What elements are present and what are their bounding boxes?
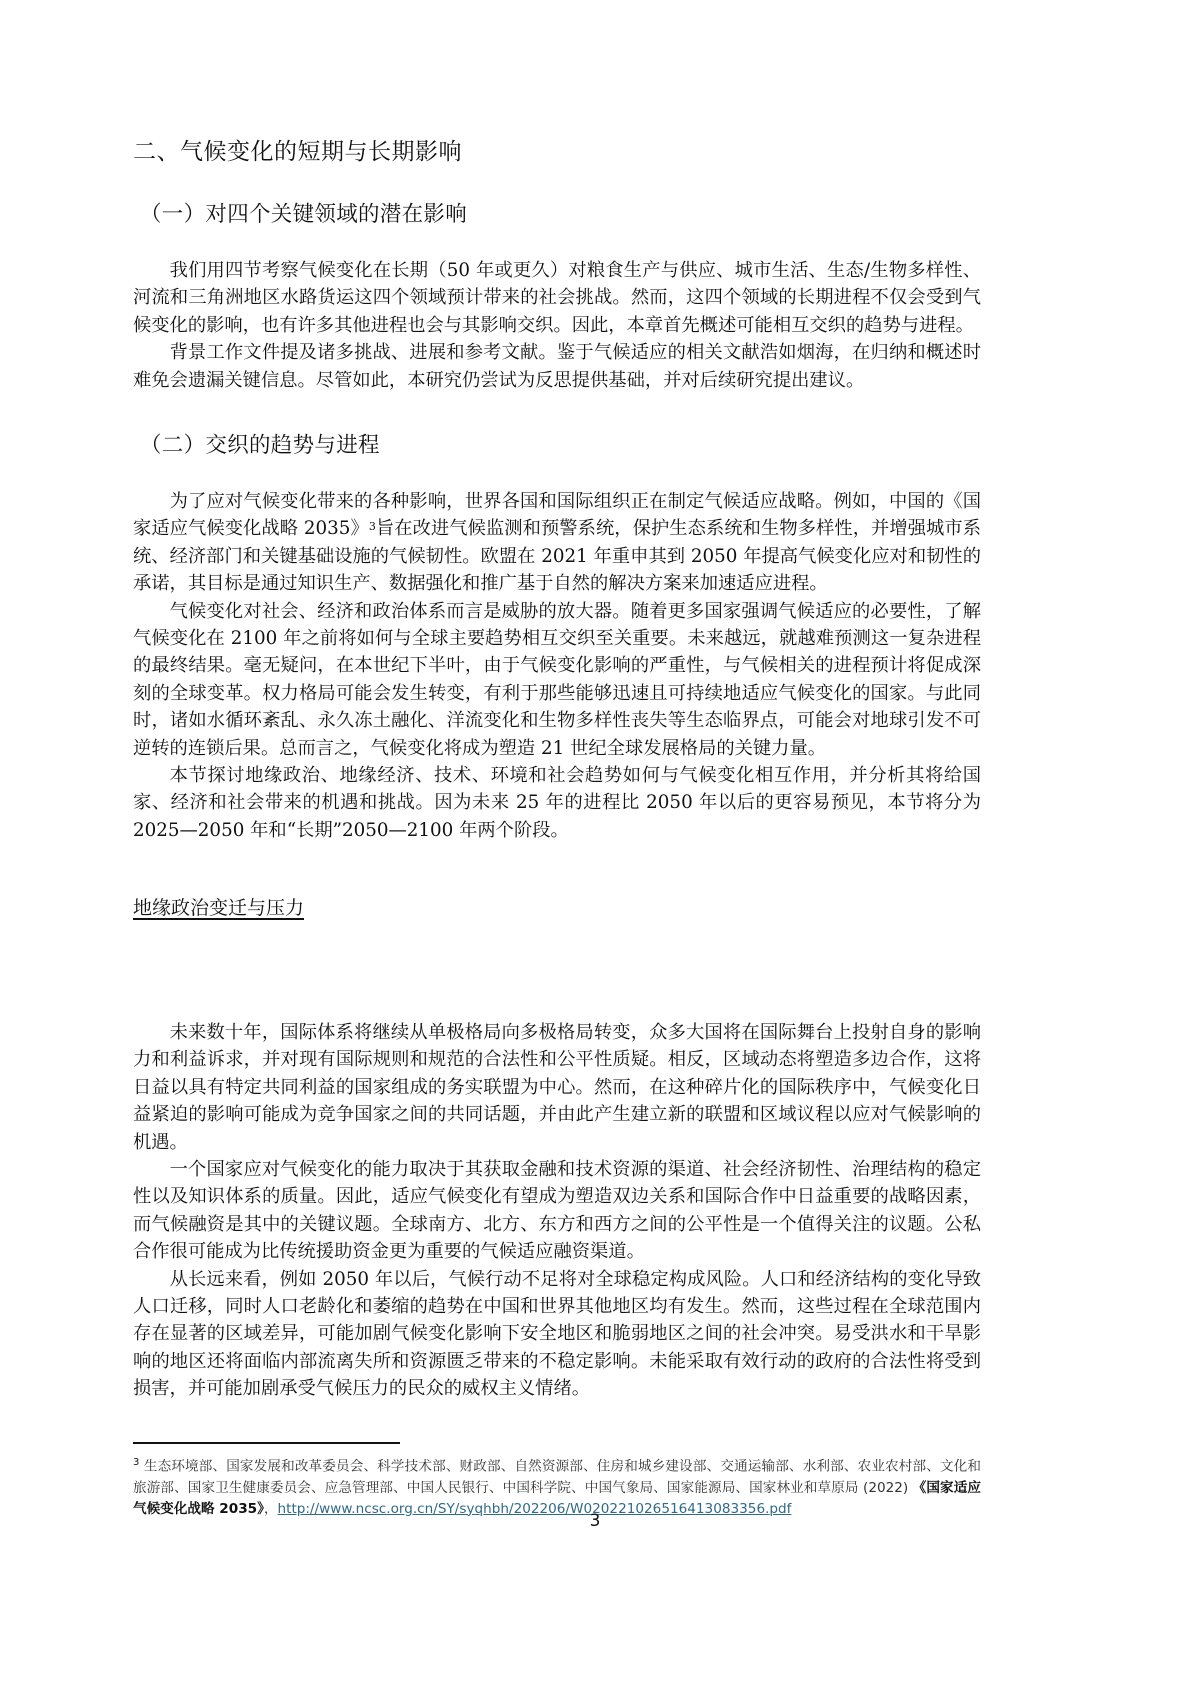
paragraph: 未来数十年，国际体系将继续从单极格局向多极格局转变，众多大国将在国际舞台上投射自身的影响力和利益诉求，并对现有国际规则和规范的合法性和公平性质疑。相反，区域动态将塑造多边合作，这将日益以具有特定共同利益的国家组成的务实联盟为中心。然而，在这种碎片化的国际秩序中，气候变化日益紧迫的影响可能成为竞争国家之间的共同话题，并由此产生建立新的联盟和区域议程以应对气候影响的机遇。 xyxy=(133,1022,981,1153)
topic-body xyxy=(133,1019,981,1403)
paragraph: 我们用四节考察气候变化在长期（50 年或更久）对粮食生产与供应、城市生活、生态/生物多样性、河流和三角洲地区水路货运这四个领域预计带来的社会挑战。然而，这四个领域的长期进程不仅会受到气候变化的影响，也有许多其他进程也会与其影响交织。因此，本章首先概述可能相互交织的趋势与进程。 xyxy=(133,260,981,336)
page-number: 3 xyxy=(589,1511,601,1531)
paragraph-text: 为了应对气候变化带来的各种影响，世界各国和国际组织正在制定气候适应战略。例如，中国的《国家适应气候变化战略 2035》 xyxy=(133,491,981,540)
footnote-text: 生态环境部、国家发展和改革委员会、科学技术部、财政部、自然资源部、住房和城乡建设部、交通运输部、水利部、农业农村部、文化和旅游部、国家卫生健康委员会、应急管理部、中国人民银行、中国科学院、中国气象局、国家能源局、国家林业和草原局 (2022) xyxy=(133,1458,982,1496)
footnote-cited-title: 《国家适应气候变化战略 2035》 xyxy=(133,1479,981,1517)
subsection-1-body xyxy=(133,257,981,394)
paragraph-with-footnote-ref xyxy=(133,488,981,598)
paragraph: 背景工作文件提及诸多挑战、进展和参考文献。鉴于气候适应的相关文献浩如烟海，在归纳和概述时难免会遗漏关键信息。尽管如此，本研究仍尝试为反思提供基础，并对后续研究提出建议。 xyxy=(133,342,981,391)
paragraph: 一个国家应对气候变化的能力取决于其获取金融和技术资源的渠道、社会经济韧性、治理结构的稳定性以及知识体系的质量。因此，适应气候变化有望成为塑造双边关系和国际合作中日益重要的战略因素，而气候融资是其中的关键议题。全球南方、北方、东方和西方之间的公平性是一个值得关注的议题。公私合作很可能成为比传统援助资金更为重要的气候适应融资渠道。 xyxy=(133,1159,981,1263)
footnote xyxy=(133,1452,981,1520)
footnote-separator xyxy=(133,1442,400,1444)
footnote-reference[interactable]: 3 xyxy=(368,520,376,534)
section-title: 二、气候变化的短期与长期影响 xyxy=(133,139,462,165)
footnote-separator-comma: ， xyxy=(263,1500,278,1517)
subsection-title-1: （一）对四个关键领域的潜在影响 xyxy=(140,202,468,227)
paragraph-text: 旨在改进气候监测和预警系统，保护生态系统和生物多样性，并增强城市系统、经济部门和关键基础设施的气候韧性。欧盟在 2021 年重申其到 2050 年提高气候变化应对和韧性的承诺，其目标是通过知识生产、数据强化和推广基于自然的解决方案来加速适应进程。 xyxy=(133,518,982,595)
subsection-title-2: （二）交织的趋势与进程 xyxy=(140,433,380,458)
paragraph: 气候变化对社会、经济和政治体系而言是威胁的放大器。随着更多国家强调气候适应的必要性，了解气候变化在 2100 年之前将如何与全球主要趋势相互交织至关重要。未来越远，就越难预测这一复杂进程的最终结果。毫无疑问，在本世纪下半叶，由于气候变化影响的严重性，与气候相关的进程预计将促成深刻的全球变革。权力格局可能会发生转变，有利于那些能够迅速且可持续地适应气候变化的国家。与此同时，诸如水循环紊乱、永久冻土融化、洋流变化和生物多样性丧失等生态临界点，可能会对地球引发不可逆转的连锁后果。总而言之，气候变化将成为塑造 21 世纪全球发展格局的关键力量。 xyxy=(133,600,981,759)
footnote-number: 3 xyxy=(133,1457,140,1468)
topic-heading: 地缘政治变迁与压力 xyxy=(133,897,305,919)
paragraph: 本节探讨地缘政治、地缘经济、技术、环境和社会趋势如何与气候变化相互作用，并分析其将给国家、经济和社会带来的机遇和挑战。因为未来 25 年的进程比 2050 年以后的更容易预见，本节将分为 2025—2050 年和“长期”2050—2100 年两个阶段。 xyxy=(133,765,981,841)
paragraph: 从长远来看，例如 2050 年以后，气候行动不足将对全球稳定构成风险。人口和经济结构的变化导致人口迁移，同时人口老龄化和萎缩的趋势在中国和世界其他地区均有发生。然而，这些过程在全球范围内存在显著的区域差异，可能加剧气候变化影响下安全地区和脆弱地区之间的社会冲突。易受洪水和干旱影响的地区还将面临内部流离失所和资源匮乏带来的不稳定影响。未能采取有效行动的政府的合法性将受到损害，并可能加剧承受气候压力的民众的威权主义情绪。 xyxy=(133,1268,981,1400)
subsection-2-body xyxy=(133,488,981,844)
footnote-url-link[interactable]: http://www.ncsc.org.cn/SY/syqhbh/202206/W020221026516413083356.pdf xyxy=(277,1500,792,1517)
